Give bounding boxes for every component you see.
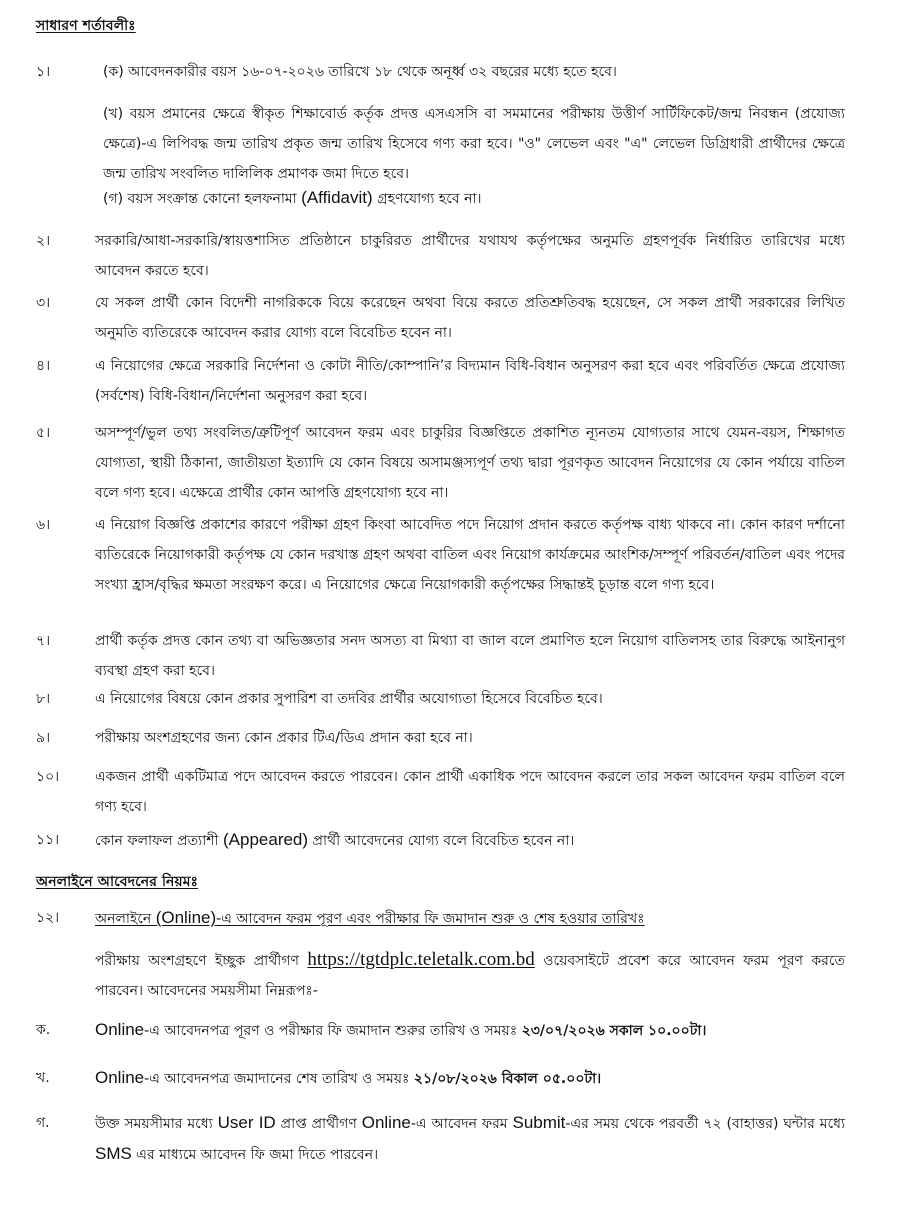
term-number: ৬। <box>36 517 51 533</box>
application-end-date: Online-এ আবেদনপত্র জমাদানের শেষ তারিখ ও সময়ঃ ২১/০৮/২০২৬ বিকাল ০৫.০০টা। <box>95 1068 602 1087</box>
application-start-date: Online-এ আবেদনপত্র পূরণ ও পরীক্ষার ফি জমাদান শুরুর তারিখ ও সময়ঃ ২৩/০৭/২০২৬ সকাল ১০.০০টা। <box>95 1020 707 1039</box>
term-number: ২। <box>36 233 51 249</box>
term-number: ১২। <box>36 910 60 926</box>
term-text: এ নিয়োগের বিষয়ে কোন প্রকার সুপারিশ বা তদবির প্রার্থীর অযোগ্যতা হিসেবে বিবেচিত হবে। <box>95 691 603 707</box>
term-text: সরকারি/আধা-সরকারি/স্বায়ত্তশাসিত প্রতিষ্ঠানে চাকুরিরত প্রার্থীদের যথাযথ কর্তৃপক্ষের অনুমতি গ্রহণপূর্বক নির্ধারিত তারিখের মধ্যে আবেদন করতে হবে। <box>95 233 845 279</box>
term-text: এ নিয়োগ বিজ্ঞপ্তি প্রকাশের কারণে পরীক্ষা গ্রহণ কিংবা আবেদিত পদে নিয়োগ প্রদান করতে কর্তৃপক্ষ বাধ্য থাকবে না। কোন কারণ দর্শানো ব্যতিরেকে নিয়োগকারী কর্তৃপক্ষ যে কোন দরখাস্ত গ্রহণ অথবা বাতিল এবং নিয়োগ কার্যক্রমের আংশিক/সম্পূর্ণ পরিবর্তন/বাতিল এবং পদের সংখ্যা হ্রাস/বৃদ্ধির ক্ষমতা সংরক্ষণ করে। এ নিয়োগের ক্ষেত্রে নিয়োগকারী কর্তৃপক্ষের সিদ্ধান্তই চূড়ান্ত বলে গণ্য হবে। <box>95 517 845 593</box>
term-number: খ. <box>36 1070 50 1086</box>
term-number: ৩। <box>36 295 51 311</box>
online-rules-heading: অনলাইনে আবেদনের নিয়মঃ <box>36 874 199 890</box>
term-text: পরীক্ষায় অংশগ্রহণের জন্য কোন প্রকার টিএ/ডিএ প্রদান করা হবে না। <box>95 730 473 746</box>
general-conditions-heading: সাধারণ শর্তাবলীঃ <box>36 18 136 34</box>
term-text: (খ) বয়স প্রমানের ক্ষেত্রে স্বীকৃত শিক্ষাবোর্ড কর্তৃক প্রদত্ত এসএসসি বা সমমানের পরীক্ষায় উত্তীর্ণ সার্টিফিকেট/জন্ম নিবন্ধন (প্রযোজ্য ক্ষেত্রে)-এ লিপিবদ্ধ জন্ম তারিখ প্রকৃত জন্ম তারিখ হিসেবে গণ্য করা হবে। "ও" লেভেল এবং "এ" লেভেল ডিগ্রিধারী প্রার্থীদের ক্ষেত্রে জন্ম তারিখ সংবলিত দালিলিক প্রমাণক জমা দিতে হবে। <box>103 106 845 182</box>
term-text: (গ) বয়স সংক্রান্ত কোনো হলফনামা (Affidavit) গ্রহণযোগ্য হবে না। <box>103 188 482 207</box>
application-website-paragraph: পরীক্ষায় অংশগ্রহণে ইচ্ছুক প্রার্থীগণ https://tgtdplc.teletalk.com.bd ওয়েবসাইটে প্রবেশ করে আবেদন ফরম পূরণ করতে পারবেন। আবেদনের সময়সীমা নিম্নরূপঃ- <box>95 949 846 999</box>
application-website-link[interactable]: https://tgtdplc.teletalk.com.bd <box>307 949 535 970</box>
term-number: ১। <box>36 64 51 80</box>
term-text: (ক) আবেদনকারীর বয়স ১৬-০৭-২০২৬ তারিখে ১৮ থেকে অনূর্ধ্ব ৩২ বছরের মধ্যে হতে হবে। <box>103 64 617 80</box>
term-number: ৮। <box>36 691 51 707</box>
fee-payment-instruction: উক্ত সময়সীমার মধ্যে User ID প্রাপ্ত প্রার্থীগণ Online-এ আবেদন ফরম Submit-এর সময় থেকে পরবর্তী ৭২ (বাহাত্তর) ঘন্টার মধ্যে SMS এর মাধ্যমে আবেদন ফি জমা দিতে পারবেন। <box>95 1113 846 1163</box>
term-number: ১১। <box>36 832 60 848</box>
term-number: ৭। <box>36 633 51 649</box>
term-number: ৫। <box>36 425 51 441</box>
term-number: ১০। <box>36 769 60 785</box>
term-text: যে সকল প্রার্থী কোন বিদেশী নাগরিককে বিয়ে করেছেন অথবা বিয়ে করতে প্রতিশ্রুতিবদ্ধ হয়েছেন, সে সকল প্রার্থী সরকারের লিখিত অনুমতি ব্যতিরেকে আবেদন করার যোগ্য বলে বিবেচিত হবেন না। <box>95 295 845 341</box>
term-text: এ নিয়োগের ক্ষেত্রে সরকারি নির্দেশনা ও কোটা নীতি/কোম্পানি’র বিদ্যমান বিধি-বিধান অনুসরণ করা হবে এবং পরিবর্তিত ক্ষেত্রে প্রযোজ্য (সর্বশেষ) বিধি-বিধান/নির্দেশনা অনুসরণ করা হবে। <box>95 358 845 404</box>
term-number: ক. <box>36 1022 51 1038</box>
term-number: গ. <box>36 1115 50 1131</box>
term-text: অসম্পূর্ণ/ভুল তথ্য সংবলিত/ত্রুটিপূর্ণ আবেদন ফরম এবং চাকুরির বিজ্ঞপ্তিতে প্রকাশিত ন্যূনতম যোগ্যতার সাথে যেমন-বয়স, শিক্ষাগত যোগ্যতা, স্থায়ী ঠিকানা, জাতীয়তা ইত্যাদি যে কোন বিষয়ে অসামঞ্জস্যপূর্ণ তথ্য দ্বারা পূরণকৃত আবেদন নিয়োগের যে কোন পর্যায়ে বাতিল বলে গণ্য হবে। এক্ষেত্রে প্রার্থীর কোন আপত্তি গ্রহণযোগ্য হবে না। <box>95 425 845 501</box>
term-number: ৪। <box>36 358 51 374</box>
term-text: প্রার্থী কর্তৃক প্রদত্ত কোন তথ্য বা অভিজ্ঞতার সনদ অসত্য বা মিথ্যা বা জাল বলে প্রমাণিত হলে নিয়োগ বাতিলসহ তার বিরুদ্ধে আইনানুগ ব্যবস্থা গ্রহণ করা হবে। <box>95 633 845 679</box>
term-text: একজন প্রার্থী একটিমাত্র পদে আবেদন করতে পারবেন। কোন প্রার্থী একাধিক পদে আবেদন করলে তার সকল আবেদন ফরম বাতিল বলে গণ্য হবে। <box>95 769 845 815</box>
term-number: ৯। <box>36 730 51 746</box>
online-dates-subheading: অনলাইনে (Online)-এ আবেদন ফরম পূরণ এবং পরীক্ষার ফি জমাদান শুরু ও শেষ হওয়ার তারিখঃ <box>95 908 645 927</box>
term-text: কোন ফলাফল প্রত্যাশী (Appeared) প্রার্থী আবেদনের যোগ্য বলে বিবেচিত হবেন না। <box>95 830 575 849</box>
